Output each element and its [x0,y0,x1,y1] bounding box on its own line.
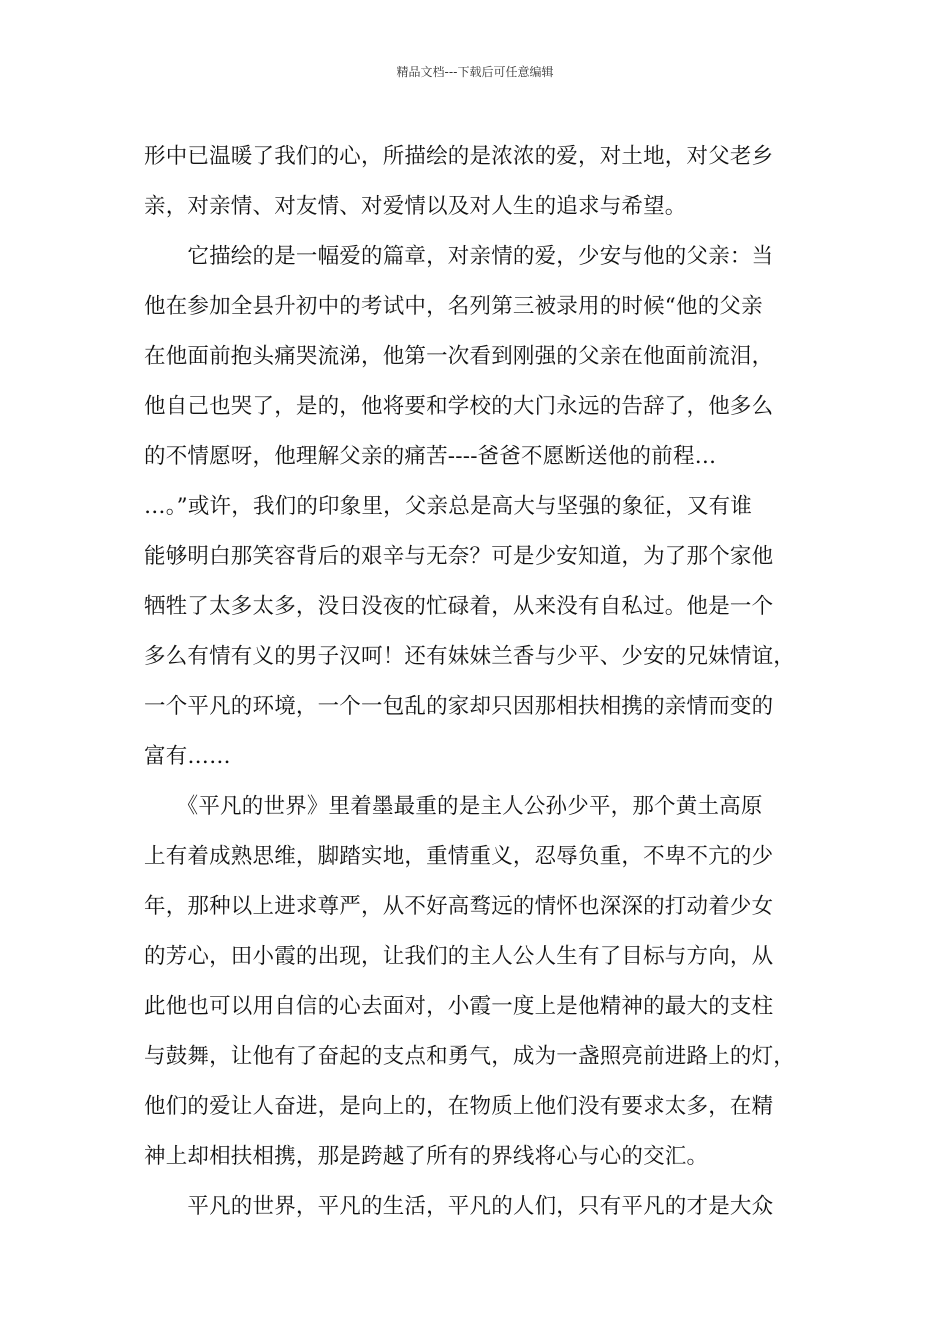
text-line: 他在参加全县升初中的考试中，名列第三被录用的时候“他的父亲 [144,294,763,319]
text-line: 富有…… [144,744,231,769]
text-line: 亲，对亲情、对友情、对爱情以及对人生的追求与希望。 [144,194,687,219]
text-line: …。”或许，我们的印象里，父亲总是高大与坚强的象征，又有谁 [144,494,753,519]
text-line: 与鼓舞，让他有了奋起的支点和勇气，成为一盏照亮前进路上的灯， [144,1044,796,1069]
text-line: 能够明白那笑容背后的艰辛与无奈？可是少安知道，为了那个家他 [144,544,774,569]
text-line: 他自己也哭了，是的，他将要和学校的大门永远的告辞了，他多么 [144,394,774,419]
text-line: 他们的爱让人奋进，是向上的，在物质上他们没有要求太多，在精 [144,1094,774,1119]
text-line: 此他也可以用自信的心去面对，小霞一度上是他精神的最大的支柱 [144,994,774,1019]
text-line: 它描绘的是一幅爱的篇章，对亲情的爱，少安与他的父亲：当 [144,244,774,269]
page-header: 精品文档---下载后可任意编辑 [396,65,554,79]
text-line: 多么有情有义的男子汉呵！还有妹妹兰香与少平、少安的兄妹情谊， [144,644,796,669]
text-line: 的芳心，田小霞的出现，让我们的主人公人生有了目标与方向，从 [144,944,774,969]
text-line: 平凡的世界，平凡的生活，平凡的人们，只有平凡的才是大众 [144,1194,774,1219]
text-line: 牺牲了太多太多，没日没夜的忙碌着，从来没有自私过。他是一个 [144,594,774,619]
text-line: 年，那种以上进求尊严，从不好高骛远的情怀也深深的打动着少女 [144,894,774,919]
text-line: 《平凡的世界》里着墨最重的是主人公孙少平，那个黄土高原 [144,794,763,819]
text-line: 一个平凡的环境，一个一包乱的家却只因那相扶相携的亲情而变的 [144,694,774,719]
text-line: 在他面前抱头痛哭流涕，他第一次看到刚强的父亲在他面前流泪， [144,344,774,369]
text-line: 的不情愿呀，他理解父亲的痛苦----爸爸不愿断送他的前程… [144,444,717,469]
text-line: 神上却相扶相携，那是跨越了所有的界线将心与心的交汇。 [144,1144,709,1169]
text-line: 形中已温暖了我们的心，所描绘的是浓浓的爱，对土地，对父老乡 [144,144,774,169]
body-text [144,132,808,1232]
text-line: 上有着成熟思维，脚踏实地，重情重义，忍辱负重，不卑不亢的少 [144,844,774,869]
